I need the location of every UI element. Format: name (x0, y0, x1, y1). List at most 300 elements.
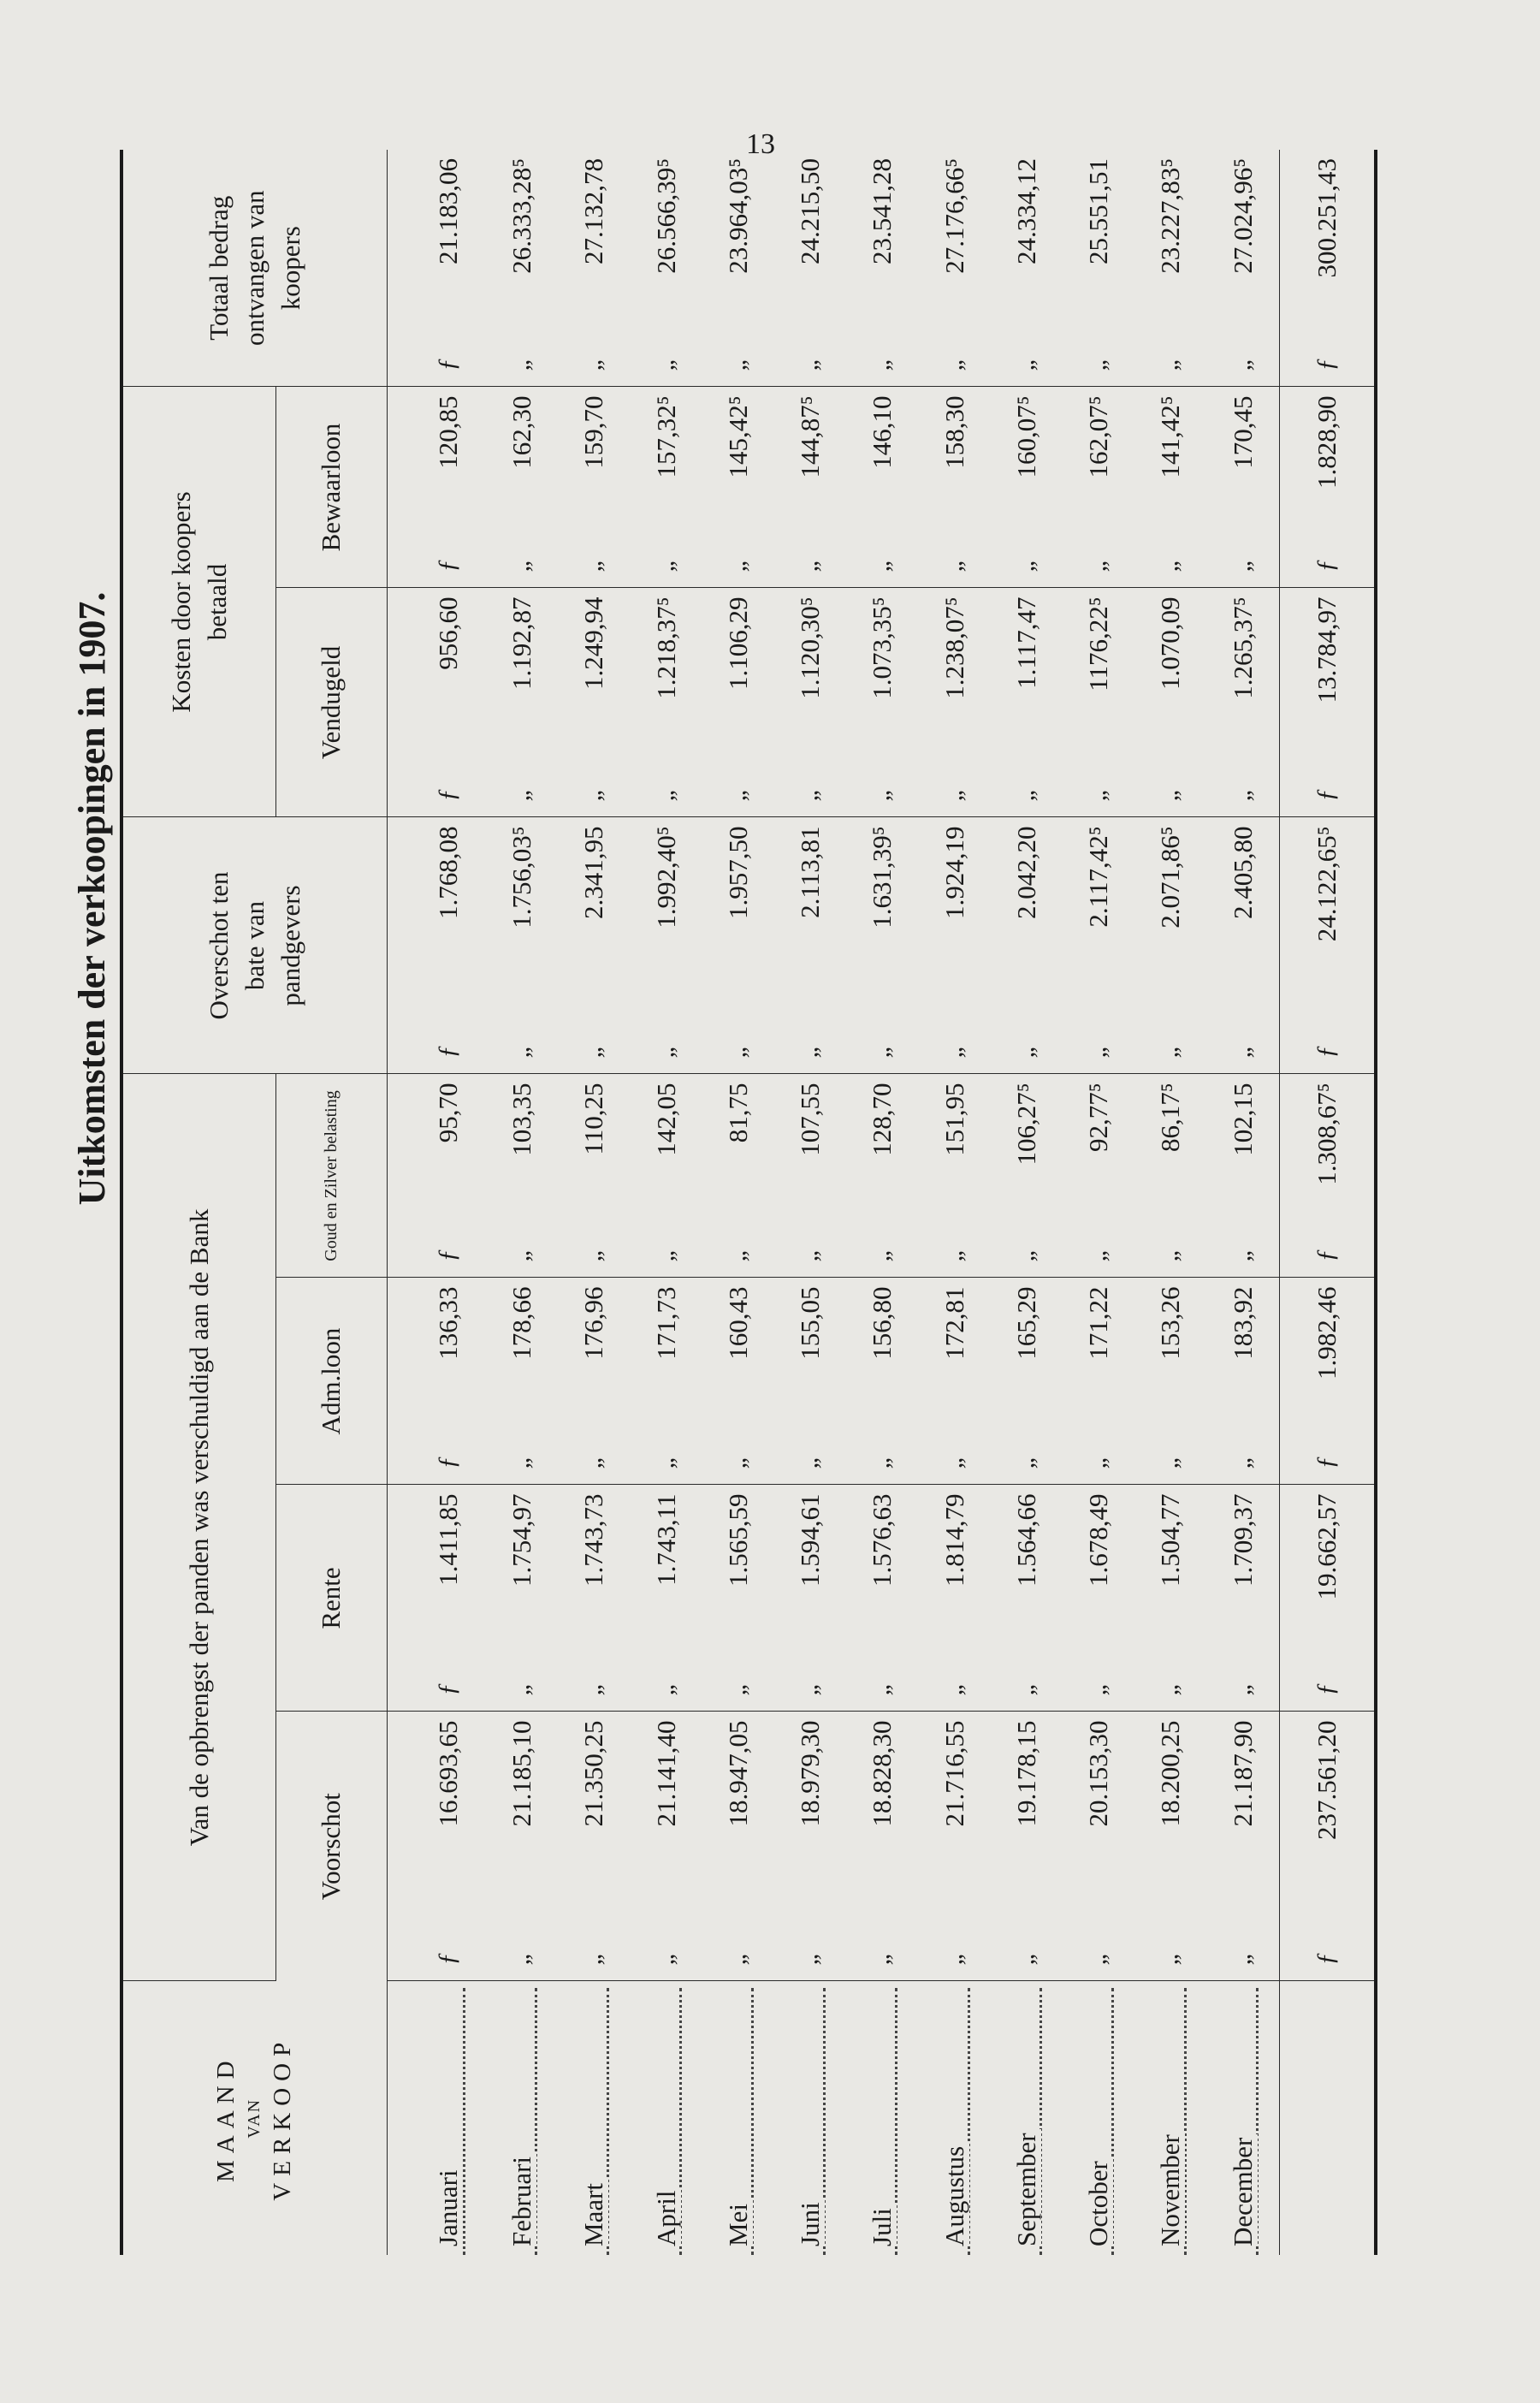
header-verkoop-label: VERKOOP (269, 2035, 297, 2201)
total-goud: ƒ 1.308,67⁵ (1280, 1074, 1377, 1278)
cell-goud (991, 1074, 1063, 1278)
cell-value: 81,75 (722, 1083, 753, 1143)
currency-mark: „ (1227, 786, 1256, 802)
cell-value: 1.743,73 (578, 1493, 609, 1587)
currency-mark: „ (1227, 1043, 1256, 1059)
table-row (558, 150, 630, 2255)
month-name: Februari (506, 2153, 536, 2246)
cell-value: 176,96 (578, 1286, 609, 1360)
currency-mark: „ (1083, 1681, 1112, 1696)
cell-overschot (1134, 817, 1206, 1074)
cell-admloon (1134, 1278, 1206, 1485)
cell-value: 162,07⁵ (1083, 395, 1114, 478)
cell-voorschot (1207, 1712, 1280, 1981)
month-name: September (1011, 2129, 1041, 2246)
cell-value: 1.756,03⁵ (506, 826, 536, 929)
currency-mark: „ (722, 1043, 751, 1059)
cell-value: 146,10 (867, 395, 897, 469)
cell-rente (991, 1485, 1063, 1712)
currency-mark: „ (1155, 1681, 1184, 1696)
currency-mark: „ (1010, 557, 1040, 573)
header-rente: Rente (275, 1485, 387, 1712)
cell-admloon (387, 1278, 486, 1485)
currency-mark: „ (578, 1247, 607, 1262)
rotated-table-wrapper (120, 150, 1377, 2255)
cell-value: 157,32⁵ (650, 395, 681, 478)
cell-totaal (1063, 150, 1134, 387)
cell-value: 171,73 (650, 1286, 681, 1360)
cell-value: 18.979,30 (795, 1720, 826, 1827)
month-name: Mei (723, 2200, 753, 2246)
cell-vendugeld (702, 588, 774, 817)
cell-vendugeld (846, 588, 918, 817)
cell-goud (1134, 1074, 1206, 1278)
month-cell (702, 1981, 774, 2255)
cell-vendugeld (486, 588, 558, 817)
cell-overschot (1207, 817, 1280, 1074)
currency-mark: „ (939, 1950, 968, 1966)
currency-mark: „ (939, 1247, 968, 1262)
cell-bewaarloon (846, 387, 918, 588)
cell-value: 1.957,50 (722, 826, 753, 919)
table-row (1207, 150, 1280, 2255)
cell-totaal (991, 150, 1063, 387)
currency-mark: „ (1155, 1247, 1184, 1262)
totals-label-cell (1280, 1981, 1377, 2255)
cell-value: 2.341,95 (578, 826, 609, 919)
currency-mark: „ (1010, 786, 1040, 802)
table-row (774, 150, 846, 2255)
currency-mark: „ (1083, 1454, 1112, 1469)
currency-mark: „ (1010, 1043, 1040, 1059)
currency-mark: „ (867, 786, 896, 802)
cell-overschot (486, 817, 558, 1074)
cell-value: 160,43 (722, 1286, 753, 1360)
cell-value: 120,85 (433, 395, 464, 469)
dot-leader (463, 1989, 465, 2256)
header-opbrengst-group: Van de opbrengst der panden was verschuldigd aan de Bank (121, 1074, 275, 1981)
cell-value: 18.828,30 (867, 1720, 897, 1827)
currency-mark: „ (650, 1950, 679, 1966)
table-row (1134, 150, 1206, 2255)
table-row (486, 150, 558, 2255)
cell-goud (387, 1074, 486, 1278)
currency-mark: „ (650, 1043, 679, 1059)
cell-voorschot (1063, 1712, 1134, 1981)
month-cell (1134, 1981, 1206, 2255)
cell-voorschot (1134, 1712, 1206, 1981)
cell-overschot (846, 817, 918, 1074)
currency-mark: „ (1083, 1950, 1112, 1966)
cell-value: 1176,22⁵ (1083, 596, 1114, 691)
cell-value: 1.070,09 (1155, 596, 1186, 690)
currency-mark: „ (1227, 557, 1256, 573)
cell-value: 2.405,80 (1227, 826, 1258, 919)
cell-bewaarloon (387, 387, 486, 588)
currency-mark: „ (1155, 557, 1184, 573)
currency-mark: „ (867, 1454, 896, 1469)
cell-value: 162,30 (506, 395, 536, 469)
cell-value: 1.768,08 (433, 826, 464, 919)
header-goud-zilver: Goud en Zilver belasting (275, 1074, 387, 1278)
table-title: Uitkomsten der verkoopingen in 1907. (71, 591, 113, 1206)
cell-rente (774, 1485, 846, 1712)
cell-value: 27.176,66⁵ (939, 157, 969, 274)
cell-admloon (630, 1278, 702, 1485)
month-name: Maart (578, 2180, 608, 2246)
cell-value: 24.215,50 (795, 157, 826, 264)
cell-rente (918, 1485, 990, 1712)
cell-voorschot (558, 1712, 630, 1981)
total-bewaarloon: ƒ 1.828,90 (1280, 387, 1377, 588)
currency-mark: ƒ (433, 1682, 462, 1696)
cell-bewaarloon (1207, 387, 1280, 588)
month-name: Juni (795, 2198, 825, 2246)
cell-value: 1.411,85 (433, 1493, 464, 1586)
currency-mark: „ (1227, 1454, 1256, 1469)
cell-value: 1.992,40⁵ (650, 826, 681, 929)
cell-rente (846, 1485, 918, 1712)
cell-value: 1.238,07⁵ (939, 596, 969, 699)
cell-value: 103,35 (506, 1083, 536, 1156)
total-overschot: ƒ 24.122,65⁵ (1280, 817, 1377, 1074)
currency-mark: „ (506, 786, 535, 802)
currency-mark: „ (578, 1454, 607, 1469)
cell-value: 1.743,11 (650, 1493, 681, 1586)
cell-bewaarloon (918, 387, 990, 588)
cell-value: 1.218,37⁵ (650, 596, 681, 699)
cell-totaal (558, 150, 630, 387)
cell-value: 16.693,65 (433, 1720, 464, 1827)
currency-mark: ƒ (433, 559, 462, 573)
cell-value: 19.178,15 (1010, 1720, 1041, 1827)
cell-overschot (1063, 817, 1134, 1074)
cell-value: 151,95 (939, 1083, 969, 1156)
currency-mark: „ (1227, 1681, 1256, 1696)
totals-row (1280, 150, 1377, 2255)
month-name: Augustus (939, 2143, 969, 2246)
cell-value: 18.947,05 (722, 1720, 753, 1827)
cell-overschot (918, 817, 990, 1074)
currency-mark: „ (506, 356, 535, 371)
currency-mark: ƒ (433, 358, 462, 371)
currency-mark: „ (1083, 1247, 1112, 1262)
cell-value: 136,33 (433, 1286, 464, 1360)
currency-mark: „ (1155, 1454, 1184, 1469)
currency-mark: „ (722, 356, 751, 371)
currency-mark: „ (722, 1247, 751, 1262)
cell-value: 144,87⁵ (795, 395, 826, 478)
cell-value: 178,66 (506, 1286, 536, 1360)
currency-mark: „ (1155, 1043, 1184, 1059)
cell-value: 141,42⁵ (1155, 395, 1186, 478)
cell-value: 128,70 (867, 1083, 897, 1156)
month-cell (486, 1981, 558, 2255)
cell-goud (630, 1074, 702, 1278)
cell-rente (702, 1485, 774, 1712)
month-name: April (651, 2187, 681, 2246)
cell-voorschot (486, 1712, 558, 1981)
currency-mark: ƒ (433, 1045, 462, 1059)
cell-value: 21.187,90 (1227, 1720, 1258, 1827)
currency-mark: „ (867, 356, 896, 371)
cell-value: 21.141,40 (650, 1720, 681, 1827)
cell-value: 1.709,37 (1227, 1493, 1258, 1587)
cell-totaal (486, 150, 558, 387)
cell-value: 1.594,61 (795, 1493, 826, 1587)
cell-value: 155,05 (795, 1286, 826, 1360)
currency-mark: „ (650, 786, 679, 802)
cell-value: 160,07⁵ (1010, 395, 1041, 478)
header-admloon: Adm.loon (275, 1278, 387, 1485)
table-body (387, 150, 1280, 2255)
currency-mark: „ (1227, 356, 1256, 371)
cell-bewaarloon (774, 387, 846, 588)
cell-overschot (558, 817, 630, 1074)
cell-value: 156,80 (867, 1286, 897, 1360)
header-vendugeld: Vendugeld (275, 588, 387, 817)
cell-value: 1.117,47 (1010, 596, 1041, 689)
cell-voorschot (387, 1712, 486, 1981)
cell-value: 1.564,66 (1010, 1493, 1041, 1587)
header-voorschot: Voorschot (275, 1712, 387, 1981)
cell-voorschot (702, 1712, 774, 1981)
cell-bewaarloon (486, 387, 558, 588)
cell-value: 26.333,28⁵ (506, 157, 536, 274)
cell-value: 956,60 (433, 596, 464, 670)
cell-goud (1063, 1074, 1134, 1278)
cell-value: 1.073,35⁵ (867, 596, 897, 699)
currency-mark: „ (939, 356, 968, 371)
currency-mark: „ (650, 1681, 679, 1696)
month-name: Juli (867, 2204, 897, 2246)
currency-mark: „ (650, 557, 679, 573)
cell-value: 23.964,03⁵ (722, 157, 753, 274)
currency-mark: „ (1155, 356, 1184, 371)
total-totaal: ƒ 300.251,43 (1280, 150, 1377, 387)
currency-mark: „ (1227, 1950, 1256, 1966)
cell-value: 2.071,86⁵ (1155, 826, 1186, 929)
table-row (387, 150, 486, 2255)
cell-value: 26.566,39⁵ (650, 157, 681, 274)
table-row (1063, 150, 1134, 2255)
currency-mark: „ (939, 786, 968, 802)
cell-value: 1.814,79 (939, 1493, 969, 1587)
cell-value: 106,27⁵ (1010, 1083, 1041, 1166)
cell-vendugeld (558, 588, 630, 817)
currency-mark: „ (939, 1681, 968, 1696)
cell-admloon (918, 1278, 990, 1485)
cell-value: 1.106,29 (722, 596, 753, 690)
month-cell (918, 1981, 990, 2255)
cell-admloon (1207, 1278, 1280, 1485)
cell-value: 159,70 (578, 395, 609, 469)
cell-voorschot (846, 1712, 918, 1981)
cell-value: 165,29 (1010, 1286, 1041, 1360)
cell-bewaarloon (1134, 387, 1206, 588)
cell-goud (486, 1074, 558, 1278)
currency-mark: „ (722, 1454, 751, 1469)
month-name: December (1228, 2134, 1258, 2246)
currency-mark: „ (578, 1043, 607, 1059)
cell-value: 21.183,06 (433, 157, 464, 264)
currency-mark: „ (867, 1247, 896, 1262)
cell-value: 1.565,59 (722, 1493, 753, 1587)
currency-mark: „ (795, 557, 824, 573)
cell-goud (846, 1074, 918, 1278)
cell-goud (774, 1074, 846, 1278)
cell-overschot (774, 817, 846, 1074)
cell-goud (918, 1074, 990, 1278)
currency-mark: „ (1083, 1043, 1112, 1059)
month-cell (558, 1981, 630, 2255)
currency-mark: „ (939, 1454, 968, 1469)
cell-value: 1.631,39⁵ (867, 826, 897, 929)
header-maand (121, 1981, 387, 2255)
cell-totaal (918, 150, 990, 387)
cell-value: 23.227,83⁵ (1155, 157, 1186, 274)
cell-value: 1.754,97 (506, 1493, 536, 1587)
cell-overschot (991, 817, 1063, 1074)
currency-mark: „ (722, 1950, 751, 1966)
cell-goud (1207, 1074, 1280, 1278)
currency-mark: „ (578, 1950, 607, 1966)
cell-value: 145,42⁵ (722, 395, 753, 478)
currency-mark: „ (578, 786, 607, 802)
cell-value: 170,45 (1227, 395, 1258, 469)
month-name: Januari (433, 2166, 463, 2246)
header-overschot: Overschot ten bate van pandgevers (121, 817, 387, 1074)
currency-mark: „ (867, 1043, 896, 1059)
table-row (846, 150, 918, 2255)
cell-value: 107,55 (795, 1083, 826, 1156)
currency-mark: „ (578, 356, 607, 371)
cell-overschot (702, 817, 774, 1074)
cell-vendugeld (774, 588, 846, 817)
cell-value: 1.504,77 (1155, 1493, 1186, 1587)
cell-totaal (702, 150, 774, 387)
currency-mark: „ (1083, 557, 1112, 573)
header-totaal: Totaal bedrag ontvangen van koopers (121, 150, 387, 387)
total-rente: ƒ 19.662,57 (1280, 1485, 1377, 1712)
cell-value: 2.117,42⁵ (1083, 826, 1114, 928)
page-number: 13 (746, 128, 775, 160)
currency-mark: „ (1010, 356, 1040, 371)
cell-admloon (558, 1278, 630, 1485)
currency-mark: „ (722, 557, 751, 573)
cell-rente (1134, 1485, 1206, 1712)
currency-mark: „ (1155, 786, 1184, 802)
cell-value: 86,17⁵ (1155, 1083, 1186, 1153)
cell-vendugeld (1207, 588, 1280, 817)
cell-value: 95,70 (433, 1083, 464, 1143)
month-cell (774, 1981, 846, 2255)
cell-value: 1.192,87 (506, 596, 536, 690)
cell-bewaarloon (702, 387, 774, 588)
currency-mark: „ (1010, 1454, 1040, 1469)
month-cell (387, 1981, 486, 2255)
cell-bewaarloon (558, 387, 630, 588)
currency-mark: „ (578, 1681, 607, 1696)
currency-mark: „ (795, 1950, 824, 1966)
month-cell (991, 1981, 1063, 2255)
cell-value: 153,26 (1155, 1286, 1186, 1360)
currency-mark: „ (506, 1681, 535, 1696)
cell-value: 21.185,10 (506, 1720, 536, 1827)
header-van-label: VAN (245, 2097, 264, 2139)
currency-mark: ƒ (433, 788, 462, 802)
cell-value: 24.334,12 (1010, 157, 1041, 264)
cell-vendugeld (1134, 588, 1206, 817)
cell-voorschot (991, 1712, 1063, 1981)
header-maand-label: MAAND (212, 2054, 240, 2183)
currency-mark: ƒ (433, 1249, 462, 1262)
cell-vendugeld (387, 588, 486, 817)
cell-rente (1207, 1485, 1280, 1712)
month-cell (1207, 1981, 1280, 2255)
cell-value: 1.576,63 (867, 1493, 897, 1587)
sales-results-table (120, 150, 1377, 2255)
currency-mark: „ (1010, 1247, 1040, 1262)
cell-value: 21.350,25 (578, 1720, 609, 1827)
cell-value: 142,05 (650, 1083, 681, 1156)
cell-voorschot (630, 1712, 702, 1981)
currency-mark: „ (722, 786, 751, 802)
cell-value: 172,81 (939, 1286, 969, 1360)
cell-voorschot (774, 1712, 846, 1981)
currency-mark: „ (795, 1247, 824, 1262)
cell-value: 1.265,37⁵ (1227, 596, 1258, 699)
currency-mark: ƒ (433, 1456, 462, 1469)
cell-vendugeld (918, 588, 990, 817)
cell-value: 102,15 (1227, 1083, 1258, 1156)
cell-value: 27.132,78 (578, 157, 609, 264)
cell-value: 2.042,20 (1010, 826, 1041, 919)
cell-value: 1.120,30⁵ (795, 596, 826, 699)
cell-totaal (1134, 150, 1206, 387)
total-admloon: ƒ 1.982,46 (1280, 1278, 1377, 1485)
table-row (918, 150, 990, 2255)
cell-value: 92,77⁵ (1083, 1083, 1114, 1153)
header-bewaarloon: Bewaarloon (275, 387, 387, 588)
cell-goud (702, 1074, 774, 1278)
cell-admloon (774, 1278, 846, 1485)
cell-bewaarloon (1063, 387, 1134, 588)
cell-rente (486, 1485, 558, 1712)
cell-vendugeld (1063, 588, 1134, 817)
cell-value: 183,92 (1227, 1286, 1258, 1360)
cell-value: 21.716,55 (939, 1720, 969, 1827)
cell-value: 20.153,30 (1083, 1720, 1114, 1827)
total-voorschot: ƒ 237.561,20 (1280, 1712, 1377, 1981)
currency-mark: „ (867, 557, 896, 573)
cell-admloon (486, 1278, 558, 1485)
cell-admloon (846, 1278, 918, 1485)
cell-admloon (1063, 1278, 1134, 1485)
cell-value: 1.678,49 (1083, 1493, 1114, 1587)
cell-goud (558, 1074, 630, 1278)
cell-value: 23.541,28 (867, 157, 897, 264)
header-kosten-group: Kosten door koopers betaald (121, 387, 275, 817)
currency-mark: „ (795, 1681, 824, 1696)
month-cell (1063, 1981, 1134, 2255)
currency-mark: „ (795, 786, 824, 802)
cell-value: 158,30 (939, 395, 969, 469)
cell-overschot (387, 817, 486, 1074)
table-row (991, 150, 1063, 2255)
cell-totaal (846, 150, 918, 387)
currency-mark: „ (939, 557, 968, 573)
